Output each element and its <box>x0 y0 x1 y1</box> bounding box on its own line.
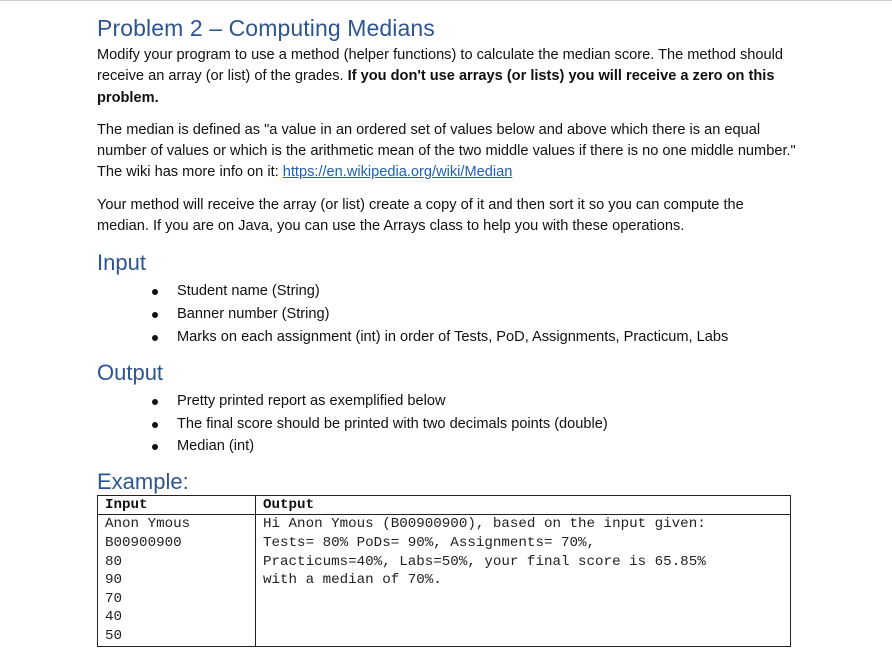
output-line: Tests= 80% PoDs= 90%, Assignments= 70%, <box>263 535 596 552</box>
table-row <box>98 515 791 646</box>
intro-warning: If you don't use arrays (or lists) you will receive a zero on this problem. <box>97 68 775 106</box>
list-item: Pretty printed report as exemplified below <box>97 390 797 413</box>
output-line: with a median of 70%. <box>263 572 442 589</box>
input-line: 80 <box>105 553 123 570</box>
table-header-row <box>98 495 791 515</box>
input-line: 90 <box>105 572 123 589</box>
input-line: 50 <box>105 628 123 644</box>
wiki-link[interactable]: https://en.wikipedia.org/wiki/Median <box>282 164 513 181</box>
top-border <box>0 0 892 1</box>
input-line: 40 <box>105 609 123 626</box>
example-heading: Example: <box>97 468 189 494</box>
intro-text: Modify your program to use a method (helper functions) to calculate the median score. The method should receive an array (or list) of the grades. <box>97 47 784 85</box>
median-definition-paragraph <box>97 120 797 184</box>
input-line: 70 <box>105 590 123 607</box>
input-column-header: Input <box>98 495 256 515</box>
input-line: Anon Ymous <box>105 516 191 533</box>
output-column-header: Output <box>256 495 791 515</box>
list-item: The final score should be printed with two decimals points (double) <box>97 413 797 436</box>
output-heading: Output <box>97 360 164 386</box>
example-table <box>97 495 791 647</box>
document-page <box>97 12 797 647</box>
method-paragraph: Your method will receive the array (or list) create a copy of it and then sort it so you can compute the median. If you are on Java, you can use the Arrays class to help you with these operations. <box>97 196 744 235</box>
output-list <box>97 390 797 458</box>
output-cell <box>256 515 791 646</box>
output-line: Practicums=40%, Labs=50%, your final score is 65.85% <box>263 553 706 570</box>
output-line: Hi Anon Ymous (B00900900), based on the input given: <box>263 516 706 533</box>
page-title: Problem 2 – Computing Medians <box>97 15 435 41</box>
input-list <box>97 280 797 348</box>
list-item: Median (int) <box>97 435 797 458</box>
median-definition-text: The median is defined as "a value in an ordered set of values below and above which there is an equal number of values or which is the arithmetic mean of the two middle values if there is no one middle number." The wiki has more info on it: <box>97 121 796 181</box>
input-heading: Input <box>97 250 146 276</box>
list-item: Marks on each assignment (int) in order of Tests, PoD, Assignments, Practicum, Labs <box>97 326 797 349</box>
list-item: Student name (String) <box>97 280 797 303</box>
list-item: Banner number (String) <box>97 303 797 326</box>
intro-paragraph <box>97 45 797 109</box>
input-cell <box>98 515 256 646</box>
input-line: B00900900 <box>105 535 182 552</box>
